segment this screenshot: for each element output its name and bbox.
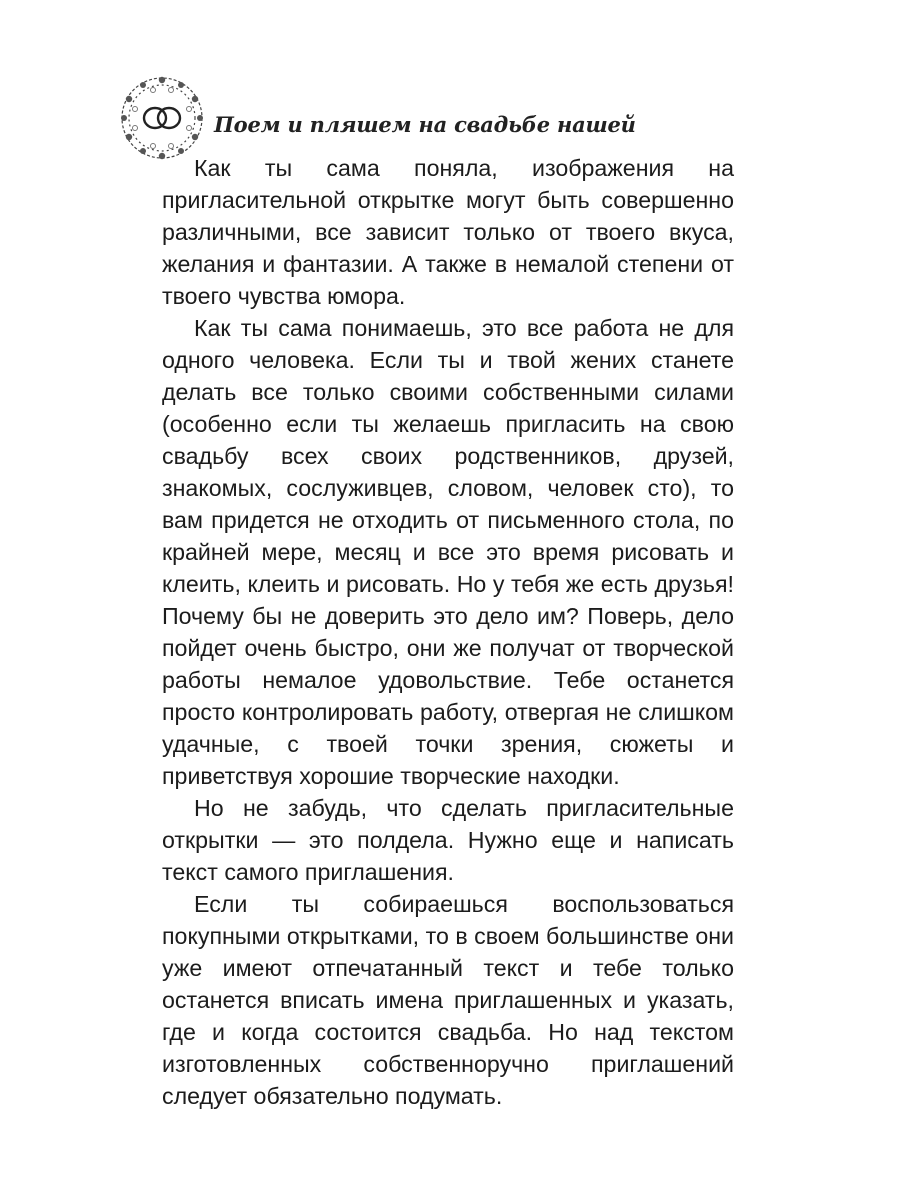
paragraph: Если ты собираешься воспользоваться покупными открытками, то в своем большинстве они уже имеют отпечатанный текст и тебе только останется вписать имена приглашенных и указать, где и когда состоится свадьба. Но над текстом изготовленных собственноручно приглашений следует обязательно подумать. [162,891,734,1109]
rings-wreath-icon [118,74,206,162]
page-body [162,152,734,1112]
page-header [118,74,738,160]
paragraph: Как ты сама поняла, изображения на пригласительной открытке могут быть совершенно различными, все зависит только от твоего вкуса, желания и фантазии. А также в немалой степени от твоего чувства юмора. [162,155,734,309]
running-title: Поем и пляшем на свадьбе нашей [214,112,636,137]
paragraph: Но не забудь, что сделать пригласительные открытки — это полдела. Нужно еще и написать текст самого приглашения. [162,795,734,885]
paragraph: Как ты сама понимаешь, это все работа не для одного человека. Если ты и твой жених станете делать все только своими собственными силами (особенно если ты желаешь пригласить на свою свадьбу всех своих родственников, друзей, знакомых, сослуживцев, словом, человек сто), то вам придется не отходить от письменного стола, по крайней мере, месяц и все это время рисовать и клеить, клеить и рисовать. Но у тебя же есть друзья! Почему бы не доверить это дело им? Поверь, дело пойдет очень быстро, они же получат от творческой работы немалое удовольствие. Тебе останется просто контролировать работу, отвергая не слишком удачные, с твоей точки зрения, сюжеты и приветствуя хорошие творческие находки. [162,315,734,789]
